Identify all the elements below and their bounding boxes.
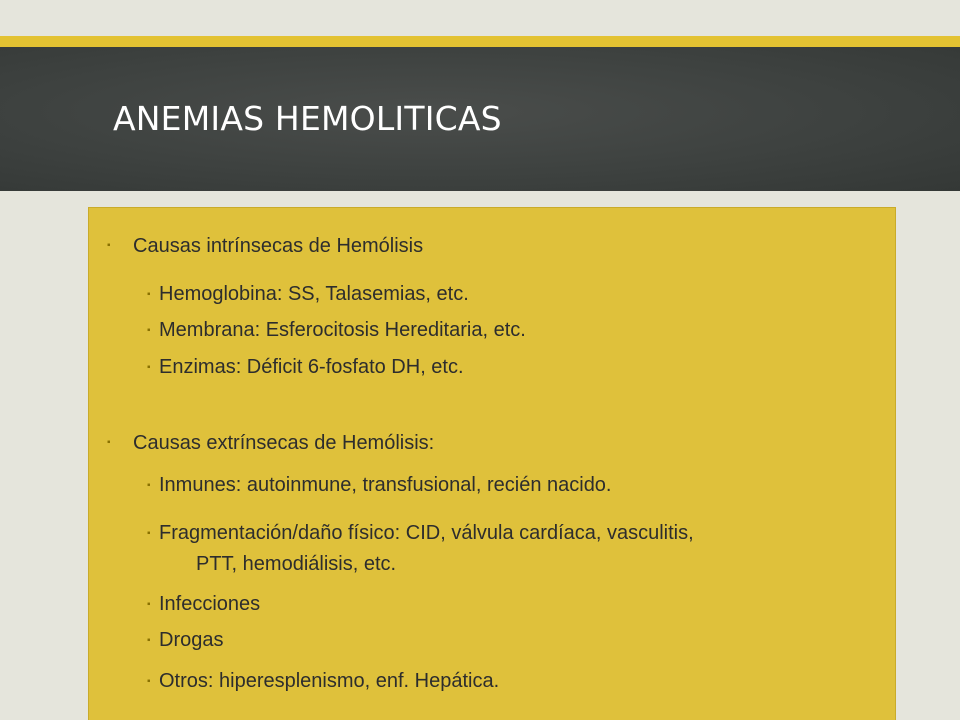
list-item-text: Drogas (159, 629, 224, 651)
square-bullet-icon: ▪ (147, 599, 151, 610)
section-heading-intrinsic (107, 234, 423, 258)
list-item-text (159, 518, 694, 580)
list-item-text: Inmunes: autoinmune, transfusional, recién nacido. (159, 474, 612, 496)
list-item (147, 474, 612, 501)
slide-title: ANEMIAS HEMOLITICAS (113, 99, 502, 138)
accent-stripe (0, 36, 960, 47)
list-item (147, 356, 464, 383)
section-heading-text: Causas extrínsecas de Hemólisis: (133, 432, 435, 454)
section-heading-extrinsic (107, 431, 434, 455)
list-item-text: Otros: hiperesplenismo, enf. Hepática. (159, 670, 500, 692)
section-heading-text: Causas intrínsecas de Hemólisis (133, 235, 424, 257)
square-bullet-icon: ▪ (147, 480, 151, 491)
list-item-line-1: Fragmentación/daño físico: CID, válvula cardíaca, vasculitis, (159, 522, 694, 544)
square-bullet-icon: ▪ (147, 635, 151, 646)
square-bullet-icon: ▪ (107, 437, 111, 448)
list-item (147, 593, 260, 620)
square-bullet-icon: ▪ (147, 362, 151, 373)
list-item-text: Enzimas: Déficit 6-fosfato DH, etc. (159, 356, 464, 378)
list-item-line-2: PTT, hemodiálisis, etc. (196, 553, 397, 575)
square-bullet-icon: ▪ (147, 528, 151, 539)
square-bullet-icon: ▪ (147, 325, 151, 336)
square-bullet-icon: ▪ (107, 240, 111, 251)
list-item-text: Membrana: Esferocitosis Hereditaria, etc. (159, 319, 526, 341)
list-item (147, 283, 469, 310)
list-item-text: Infecciones (159, 593, 261, 615)
list-item-text: Hemoglobina: SS, Talasemias, etc. (159, 283, 469, 305)
list-item (147, 319, 526, 346)
square-bullet-icon: ▪ (147, 289, 151, 300)
list-item (147, 670, 499, 697)
content-box (88, 207, 896, 720)
square-bullet-icon: ▪ (147, 676, 151, 687)
list-item (147, 629, 223, 656)
list-item (147, 522, 694, 580)
